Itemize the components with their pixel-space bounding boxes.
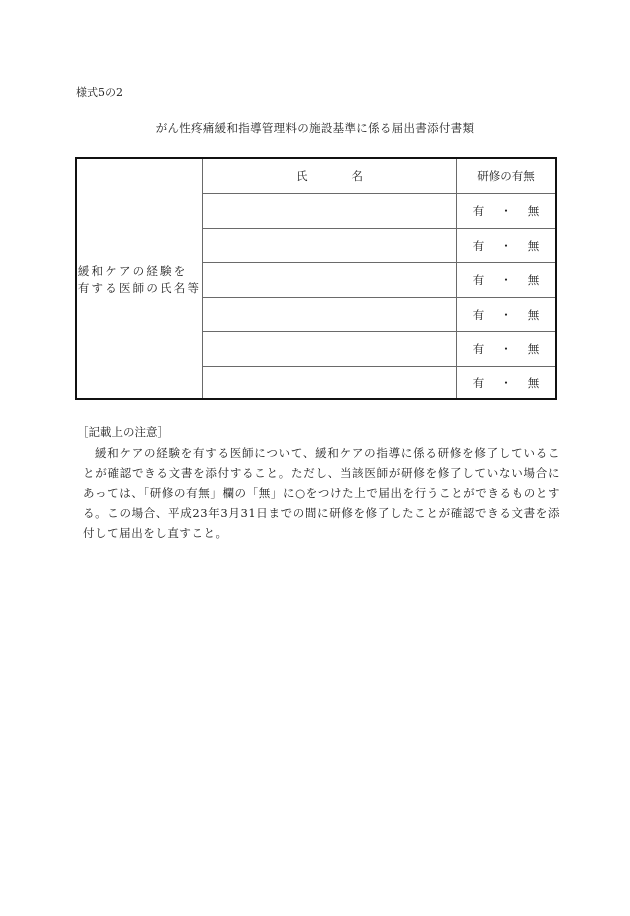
- name-cell[interactable]: [203, 298, 457, 331]
- yes-no-choice: [457, 375, 555, 391]
- notes-heading: ［記載上の注意］: [77, 425, 169, 439]
- no-option[interactable]: 無: [527, 342, 540, 356]
- table-row: [203, 332, 555, 367]
- no-option[interactable]: 無: [527, 238, 540, 253]
- header-name-part2: 名: [351, 169, 363, 183]
- choice-separator: ・: [500, 273, 512, 287]
- table-row: [203, 367, 555, 398]
- training-cell: [457, 229, 555, 262]
- name-cell[interactable]: [203, 194, 457, 228]
- table-header-row: [203, 159, 555, 194]
- yes-no-choice: [457, 341, 555, 357]
- notes-section: [77, 424, 560, 543]
- row-label-line-1: 緩和ケアの経験を: [77, 263, 188, 278]
- header-training: 研修の有無: [477, 169, 535, 183]
- training-cell: [457, 332, 555, 366]
- table-row: [203, 229, 555, 263]
- no-option[interactable]: 無: [527, 204, 540, 218]
- yes-option[interactable]: 有: [472, 342, 485, 356]
- choice-separator: ・: [500, 204, 512, 218]
- yes-no-choice: [457, 272, 555, 288]
- training-cell: [457, 367, 555, 398]
- no-option[interactable]: 無: [527, 307, 540, 322]
- table-row: [203, 263, 555, 298]
- yes-option[interactable]: 有: [472, 375, 485, 390]
- yes-option[interactable]: 有: [472, 238, 485, 253]
- choice-separator: ・: [500, 307, 512, 322]
- choice-separator: ・: [500, 238, 512, 253]
- row-label-cell: [77, 159, 203, 398]
- form-number: 様式5の2: [76, 86, 123, 99]
- row-label: [78, 263, 201, 297]
- training-cell: [457, 194, 555, 228]
- table-row: [203, 298, 555, 332]
- table-right-area: [203, 159, 555, 398]
- yes-option[interactable]: 有: [472, 307, 485, 322]
- name-cell[interactable]: [203, 367, 457, 398]
- training-cell: [457, 298, 555, 331]
- name-cell[interactable]: [203, 229, 457, 262]
- row-label-line-2: 有する医師の氏名等: [77, 280, 202, 295]
- no-option[interactable]: 無: [527, 273, 540, 287]
- header-name: [203, 159, 457, 193]
- yes-no-choice: [457, 238, 555, 254]
- table-row: [203, 194, 555, 229]
- choice-separator: ・: [500, 375, 512, 390]
- physician-table: [75, 157, 557, 400]
- name-cell[interactable]: [203, 263, 457, 297]
- document-title: がん性疼痛緩和指導管理料の施設基準に係る届出書添付書類: [155, 121, 475, 135]
- notes-body: 緩和ケアの経験を有する医師について、緩和ケアの指導に係る研修を修了していることが確認できる文書を添付すること。ただし、当該医師が研修を修了していない場合にあっては、「研修の有無」欄の「無」に○をつけた上で届出を行うことができるものとする。この場合、平成23年3月31日までの間に研修を修了したことが確認できる文書を添付して届出をし直すこと。: [83, 446, 560, 540]
- yes-no-choice: [457, 203, 555, 219]
- yes-option[interactable]: 有: [472, 273, 485, 287]
- yes-no-choice: [457, 307, 555, 323]
- yes-option[interactable]: 有: [472, 204, 485, 218]
- name-cell[interactable]: [203, 332, 457, 366]
- no-option[interactable]: 無: [527, 375, 540, 390]
- training-cell: [457, 263, 555, 297]
- header-name-part1: 氏: [296, 169, 308, 183]
- choice-separator: ・: [500, 342, 512, 356]
